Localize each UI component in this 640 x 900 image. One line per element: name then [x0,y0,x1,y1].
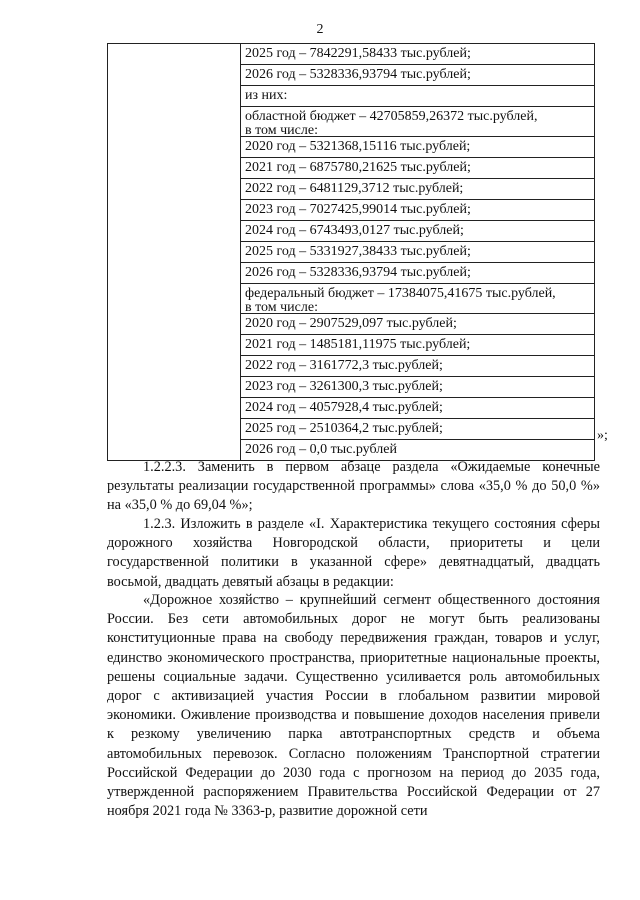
paragraph-road-sector: «Дорожное хозяйство – крупнейший сегмент общественного достояния России. Без сети автомобильных дорог не могут быть реализованы конституционные права на свободу передвижения граждан, товаров и услуг, единство экономического пространства, приоритетные национальные проекты, решены социальные задачи. Существенно усиливается роль автомобильных дорог с активизацией участия России в глобальном развитии мировой экономики. Оживление производства и повышение доходов населения привели к резкому увеличению парка автотранспортных средств и объема автомобильных перевозок. Согласно положениям Транспортной стратегии Российской Федерации до 2030 года с прогнозом на период до 2035 года, утвержденной распоряжением Правительства Российской Федерации от 27 ноября 2021 года № 3363-р, развитие дорожной сети [107,592,600,820]
budget-line: из них: [241,86,594,107]
budget-line: федеральный бюджет – 17384075,41675 тыс.рублей, [245,286,556,301]
table-left-cell [108,44,241,461]
budget-line: 2026 год – 5328336,93794 тыс.рублей; [241,263,594,284]
budget-line: 2026 год – 5328336,93794 тыс.рублей; [241,65,594,86]
budget-line: 2020 год – 2907529,097 тыс.рублей; [241,314,594,335]
budget-line: 2022 год – 6481129,3712 тыс.рублей; [241,179,594,200]
budget-line: 2023 год – 3261300,3 тыс.рублей; [241,377,594,398]
closing-quote-mark: »; [597,428,608,443]
budget-line: 2021 год – 1485181,11975 тыс.рублей; [241,335,594,356]
budget-line: 2026 год – 0,0 тыс.рублей [245,442,397,457]
budget-line-group [241,107,594,137]
budget-line: в том числе: [245,300,318,315]
budget-line: в том числе: [245,123,318,138]
budget-line: 2020 год – 5321368,15116 тыс.рублей; [241,137,594,158]
table-right-cell [241,44,595,461]
budget-line: 2022 год – 3161772,3 тыс.рублей; [241,356,594,377]
paragraph-1-2-3: 1.2.3. Изложить в разделе «I. Характеристика текущего состояния сферы дорожного хозяйства Новгородской области, приоритеты и цели государственной политики в указанной сфере» девятнадцатый, двадцать восьмой, двадцать девятый абзацы в редакции: [107,516,600,590]
budget-line: 2024 год – 6743493,0127 тыс.рублей; [241,221,594,242]
budget-line: 2023 год – 7027425,99014 тыс.рублей; [241,200,594,221]
page-number: 2 [316,22,324,37]
budget-line: 2025 год – 7842291,58433 тыс.рублей; [241,44,594,65]
budget-line: 2025 год – 2510364,2 тыс.рублей; [241,419,594,440]
budget-table [107,43,595,461]
budget-line-group [241,284,594,314]
budget-line: 2024 год – 4057928,4 тыс.рублей; [241,398,594,419]
budget-line: областной бюджет – 42705859,26372 тыс.рублей, [245,109,538,124]
budget-line: 2025 год – 5331927,38433 тыс.рублей; [241,242,594,263]
paragraph-1-2-2-3: 1.2.2.3. Заменить в первом абзаце раздела «Ожидаемые конечные результаты реализации государственной программы» слова «35,0 % до 50,0 %» на «35,0 % до 69,04 %»; [107,459,600,514]
budget-line: 2021 год – 6875780,21625 тыс.рублей; [241,158,594,179]
